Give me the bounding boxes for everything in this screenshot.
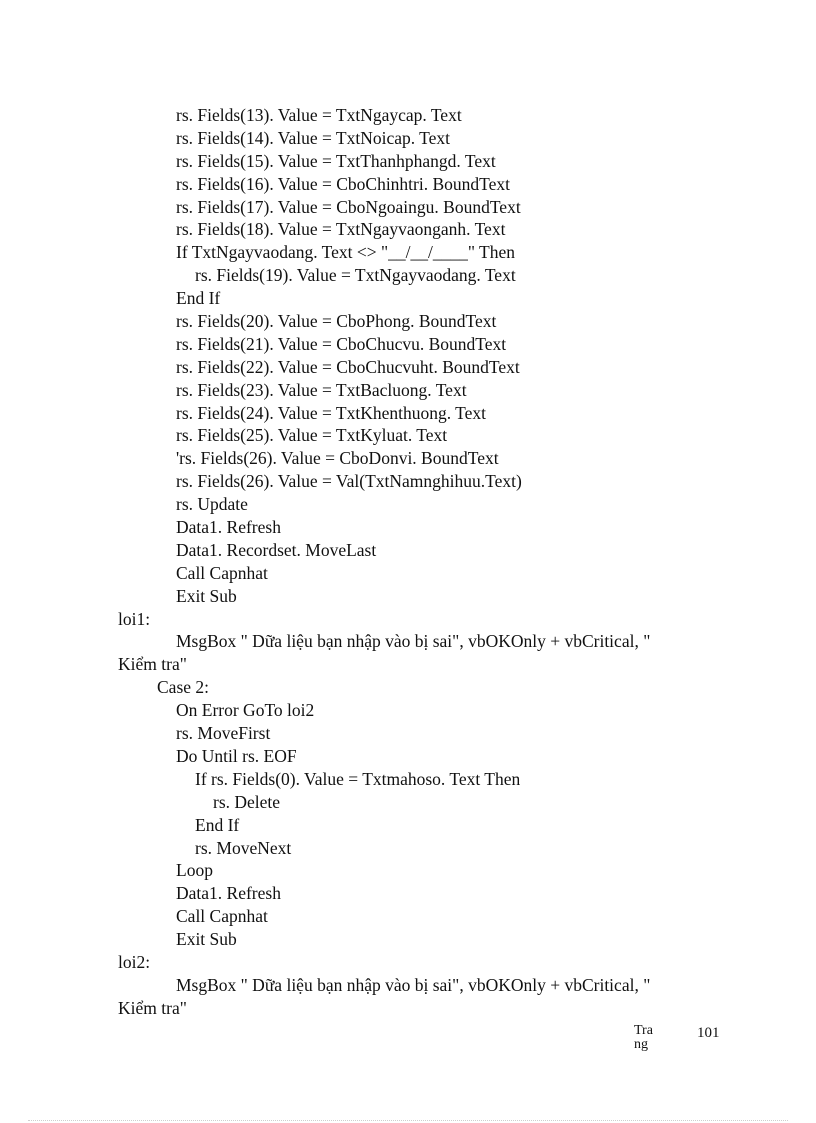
code-line: Call Capnhat [176, 906, 268, 927]
code-line: rs. Fields(21). Value = CboChucvu. BoundText [176, 333, 507, 354]
code-line: rs. Fields(13). Value = TxtNgaycap. Text [176, 105, 462, 125]
code-line: End If [176, 288, 221, 309]
code-line: Loop [176, 860, 213, 881]
code-line: rs. Delete [213, 791, 281, 812]
code-line: Exit Sub [176, 585, 237, 606]
code-label: loi2: [118, 951, 151, 972]
code-line: Data1. Refresh [176, 517, 281, 538]
page-footer-label: Trang [634, 1023, 653, 1052]
code-line: rs. Update [176, 494, 248, 515]
code-line: 'rs. Fields(26). Value = CboDonvi. BoundText [176, 448, 499, 469]
page-bottom-divider [28, 1120, 788, 1121]
code-line: rs. Fields(18). Value = TxtNgayvaonganh. Text [176, 219, 506, 240]
code-line: Exit Sub [176, 929, 237, 950]
code-line: rs. Fields(20). Value = CboPhong. BoundText [176, 311, 497, 332]
code-line: rs. Fields(24). Value = TxtKhenthuong. Text [176, 402, 487, 423]
page-number: 101 [697, 1025, 720, 1041]
code-line: rs. MoveFirst [176, 723, 271, 744]
code-line: rs. Fields(14). Value = TxtNoicap. Text [176, 127, 451, 148]
code-line-continuation: Kiểm tra" [118, 997, 187, 1018]
code-listing [118, 104, 758, 1020]
code-line: rs. Fields(15). Value = TxtThanhphangd. Text [176, 150, 496, 171]
code-line: If rs. Fields(0). Value = Txtmahoso. Text Then [195, 768, 521, 789]
code-line: Do Until rs. EOF [176, 745, 297, 766]
code-line: Call Capnhat [176, 562, 268, 583]
code-line: rs. MoveNext [195, 837, 292, 858]
code-line: rs. Fields(22). Value = CboChucvuht. BoundText [176, 356, 520, 377]
code-line: MsgBox " Dữa liệu bạn nhập vào bị sai", vbOKOnly + vbCritical, " [176, 974, 651, 995]
code-line: Case 2: [157, 677, 210, 698]
code-line: rs. Fields(17). Value = CboNgoaingu. BoundText [176, 196, 521, 217]
code-line: MsgBox " Dữa liệu bạn nhập vào bị sai", vbOKOnly + vbCritical, " [176, 631, 651, 652]
code-line: Data1. Recordset. MoveLast [176, 539, 377, 560]
code-label: loi1: [118, 608, 151, 629]
code-line: rs. Fields(16). Value = CboChinhtri. BoundText [176, 173, 511, 194]
code-line-continuation: Kiểm tra" [118, 654, 187, 675]
code-line: Data1. Refresh [176, 883, 281, 904]
code-line: End If [195, 814, 240, 835]
code-line: rs. Fields(19). Value = TxtNgayvaodang. Text [195, 265, 516, 286]
code-line: rs. Fields(26). Value = Val(TxtNamnghihuu.Text) [176, 471, 522, 492]
code-line: rs. Fields(25). Value = TxtKyluat. Text [176, 425, 448, 446]
code-line: If TxtNgayvaodang. Text <> "__/__/____" Then [176, 242, 516, 263]
code-line: On Error GoTo loi2 [176, 700, 315, 721]
code-line: rs. Fields(23). Value = TxtBacluong. Text [176, 379, 467, 400]
